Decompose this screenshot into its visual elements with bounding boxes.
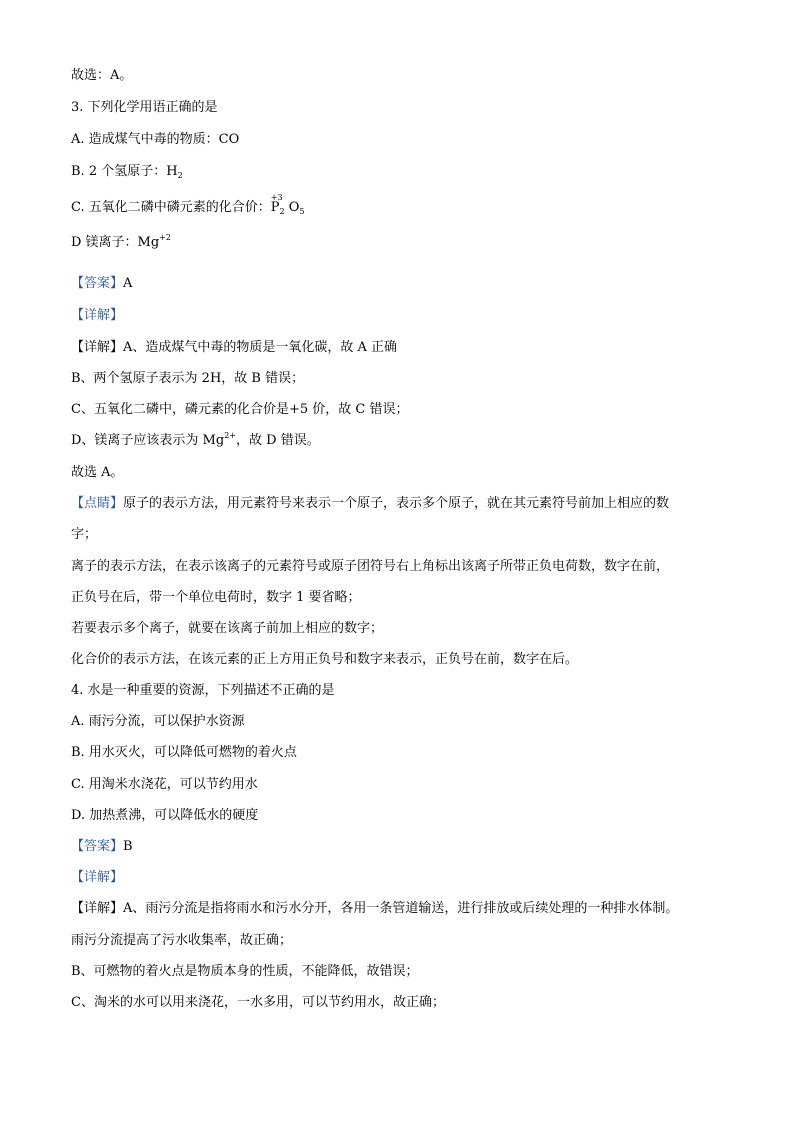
q4-answer: 【答案】B [71,839,133,854]
q3-detail-heading: 【详解】 [71,308,124,323]
q4-option-b: B. 用水灭火，可以降低可燃物的着火点 [71,745,297,760]
q4-option-a: A. 雨污分流，可以保护水资源 [71,714,245,729]
q3-detail-line: C、五氧化二磷中，磷元素的化合价是+5 价，故 C 错误； [71,402,409,417]
q4-detail-heading: 【详解】 [71,870,124,885]
q2-conclusion: 故选：A。 [71,68,133,83]
q3-option-a: A. 造成煤气中毒的物质：CO [71,132,240,147]
q3-tip-line: 正负号在后，带一个单位电荷时，数字 1 要省略； [71,590,361,605]
q3-conclusion: 故选 A。 [71,465,124,480]
q3-tip-line: 离子的表示方法，在表示该离子的元素符号或原子团符号右上角标出该离子所带正负电荷数，数字在前， [71,559,670,574]
q3-tip-line: 化合价的表示方法，在该元素的正上方用正负号和数字来表示，正负号在前，数字在后。 [71,652,579,667]
q3-option-b: B. 2 个氢原子：$H_2$ [71,164,183,180]
q4-option-c: C. 用淘米水浇花，可以节约用水 [71,777,258,792]
q3-stem: 3. 下列化学用语正确的是 [71,100,218,115]
q4-stem: 4. 水是一种重要的资源，下列描述不正确的是 [71,683,335,698]
q4-detail-line: 【详解】A、雨污分流是指将雨水和污水分开，各用一条管道输送，进行排放或后续处理的一种排水体制。 [71,901,679,916]
q4-detail-line: B、可燃物的着火点是物质本身的性质，不能降低，故错误； [71,964,419,979]
q4-detail-line: C、淘米的水可以用来浇花，一水多用，可以节约用水，故正确； [71,995,445,1010]
q3-answer: 【答案】A [71,276,133,291]
q3-tip-line: 若要表示多个离子，就要在该离子前加上相应的数字； [71,621,384,636]
q3-option-c: C. 五氧化二磷中磷元素的化合价： +3 $P_2$ $O_5$ [71,193,305,216]
q4-detail-line: 雨污分流提高了污水收集率，故正确； [71,933,293,948]
q3-detail-line: B、两个氢原子表示为 2H，故 B 错误； [71,371,305,386]
valence-formula: +3 $P_2$ $O_5$ [270,193,305,216]
q3-option-d: D 镁离子：$Mg^{+2}$ [71,233,171,250]
q3-tip-line: 字； [71,527,98,542]
q3-tip-line: 【点睛】原子的表示方法，用元素符号来表示一个原子，表示多个原子，就在其元素符号前加上相应的数 [71,496,670,511]
q4-option-d: D. 加热煮沸，可以降低水的硬度 [71,808,259,823]
q3-detail-line: D、镁离子应该表示为 $Mg^{2+}$，故 D 错误。 [71,431,320,448]
q3-detail-line: 【详解】A、造成煤气中毒的物质是一氧化碳，故 A 正确 [71,340,398,355]
